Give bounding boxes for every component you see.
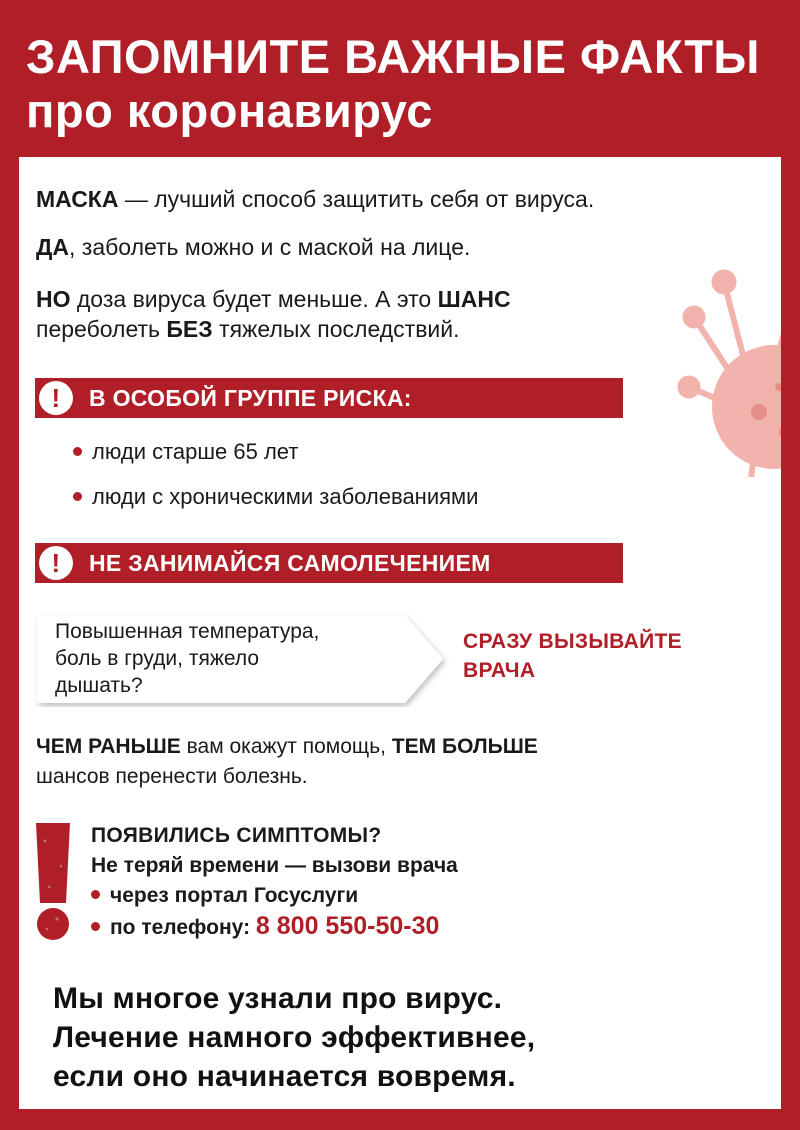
risk-group-banner [35,378,623,418]
intro-overcome-text: переболеть [36,316,167,342]
phone-label: по телефону: [110,916,256,939]
big-exclamation-icon [33,821,73,943]
exclamation-icon: ! [39,546,73,580]
intro-mask-bold: МАСКА [36,186,119,212]
bullet-icon [73,492,82,501]
symptoms-appeared-block [91,821,611,943]
intro-mask [36,184,594,214]
self-treatment-heading: НЕ ЗАНИМАЙСЯ САМОЛЕЧЕНИЕМ [89,550,491,576]
portal-label: через портал Госуслуги [110,884,359,907]
intro-mask-text: — лучший способ защитить себя от вируса. [118,186,595,212]
list-item [91,881,611,911]
exclamation-icon: ! [39,381,73,415]
call-doctor-line-2: ВРАЧА [463,659,536,682]
virus-illustration-icon [649,257,781,477]
title-line-2: про коронавирус [26,84,433,137]
more-bold: ТЕМ БОЛЬШЕ [391,735,538,758]
risk-item-label: люди старше 65 лет [92,439,299,464]
closing-line-1: Мы многое узнали про вирус. [53,982,503,1015]
risk-group-heading: В ОСОБОЙ ГРУППЕ РИСКА: [89,385,412,411]
list-item [73,439,298,465]
intro-without-bold: БЕЗ [166,316,213,342]
intro-but-bold: НО [36,286,71,312]
content-panel [19,157,781,1109]
closing-line-3: если оно начинается вовремя. [53,1060,516,1093]
intro-yes-text: , заболеть можно и с маской на лице. [69,234,471,260]
symptoms-appeared-subheading: Не теряй времени — вызови врача [91,854,458,877]
call-doctor-line-1: СРАЗУ ВЫЗЫВАЙТЕ [463,630,682,653]
intro-but [36,284,511,344]
intro-yes-bold: ДА [36,234,69,260]
symptoms-appeared-heading: ПОЯВИЛИСЬ СИМПТОМЫ? [91,824,382,847]
sooner-bold: ЧЕМ РАНЬШЕ [36,735,181,758]
sooner-paragraph [36,732,756,792]
sooner-text: вам окажут помощь, [180,735,392,758]
closing-line-2: Лечение намного эффективнее, [53,1021,536,1054]
intro-consequences-text: тяжелых последствий. [212,316,460,342]
symptoms-line-2: боль в груди, тяжело [55,647,260,670]
bullet-icon [91,890,100,899]
self-treatment-banner [35,543,623,583]
call-doctor-text [463,627,743,685]
phone-number: 8 800 550-50-30 [255,912,440,940]
bullet-icon [91,922,100,931]
intro-chance-bold: ШАНС [437,286,511,312]
symptoms-line-3: дышать? [55,674,143,697]
symptoms-question [55,618,385,699]
list-item [91,911,611,943]
list-item [73,484,478,510]
intro-but-text: доза вируса будет меньше. А это [70,286,438,312]
symptoms-arrow-box [33,611,449,707]
poster-title [26,30,786,138]
sooner-line-2: шансов перенести болезнь. [36,765,308,788]
bullet-icon [73,447,82,456]
intro-yes [36,232,470,262]
closing-statement [53,979,753,1096]
symptoms-line-1: Повышенная температура, [55,620,320,643]
title-line-1: ЗАПОМНИТЕ ВАЖНЫЕ ФАКТЫ [26,30,760,83]
risk-item-label: люди с хроническими заболеваниями [92,484,479,509]
